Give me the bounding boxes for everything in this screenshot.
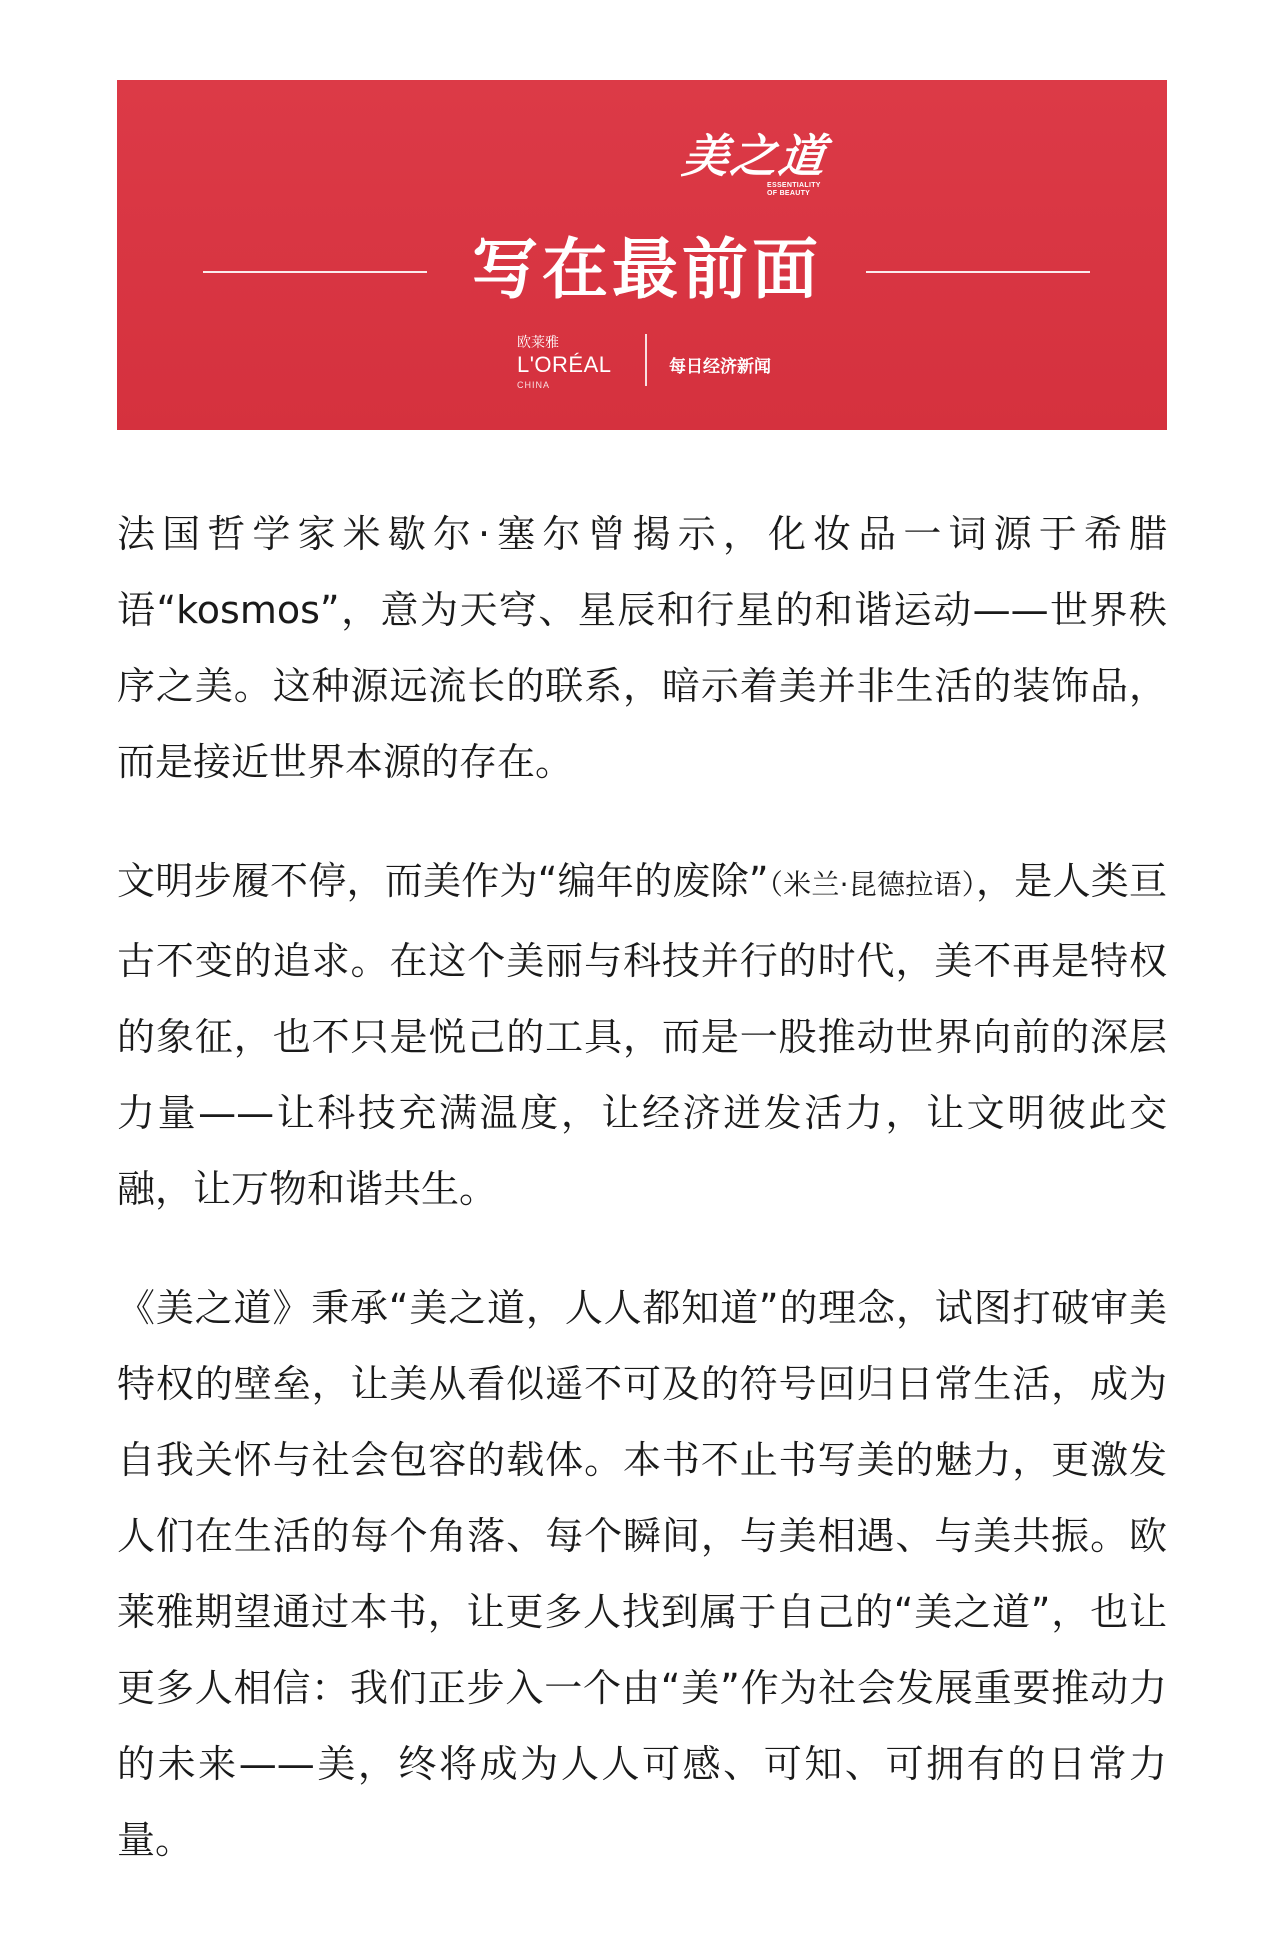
header-banner [117,80,1167,430]
paragraph-2-end: ，是人类亘古不变的追求。在这个美丽与科技并行的时代，美不再是特权的象征，也不只是悦己的工具，而是一股推动世界向前的深层力量——让科技充满温度，让经济迸发活力，让文明彼此交融，让万物和谐共生。 [117,859,1167,1211]
quote-attribution: （米兰·昆德拉语） [768,868,976,901]
loreal-china-label: CHINA [517,380,551,390]
page-title: 写在最前面 [472,231,822,308]
logo-calligraphy: 美之道 [679,129,830,183]
nbd-logo: 每日经济新闻 [669,357,771,377]
logo-english-line-2: OF BEAUTY [767,190,811,197]
brand-row [117,332,1167,392]
paragraph-1: 法国哲学家米歇尔·塞尔曾揭示，化妆品一词源于希腊语“kosmos”，意为天穹、星辰和行星的和谐运动——世界秩序之美。这种源远流长的联系，暗示着美并非生活的装饰品，而是接近世界本源的存在。 [117,512,1167,784]
paragraph-2-start: 文明步履不停，而美作为“编年的废除” [117,859,769,903]
article-body [117,496,1167,1921]
title-divider-right [866,271,1090,273]
logo-english [767,182,821,198]
title-row [117,230,1167,310]
title-divider-left [203,271,427,273]
loreal-wordmark: L'ORÉAL [517,352,612,377]
brand-divider [645,334,647,386]
paragraph-3: 《美之道》秉承“美之道，人人都知道”的理念，试图打破审美特权的壁垒，让美从看似遥不可及的符号回归日常生活，成为自我关怀与社会包容的载体。本书不止书写美的魅力，更激发人们在生活的每个角落、每个瞬间，与美相遇、与美共振。欧莱雅期望通过本书，让更多人找到属于自己的“美之道”，也让更多人相信：我们正步入一个由“美”作为社会发展重要推动力的未来——美，终将成为人人可感、可知、可拥有的日常力量。 [117,1286,1167,1862]
meizhidao-logo [679,120,843,210]
logo-english-line-1: ESSENTIALITY [767,182,821,189]
paragraph-2 [117,843,1167,1227]
loreal-cn-name: 欧莱雅 [517,334,559,350]
